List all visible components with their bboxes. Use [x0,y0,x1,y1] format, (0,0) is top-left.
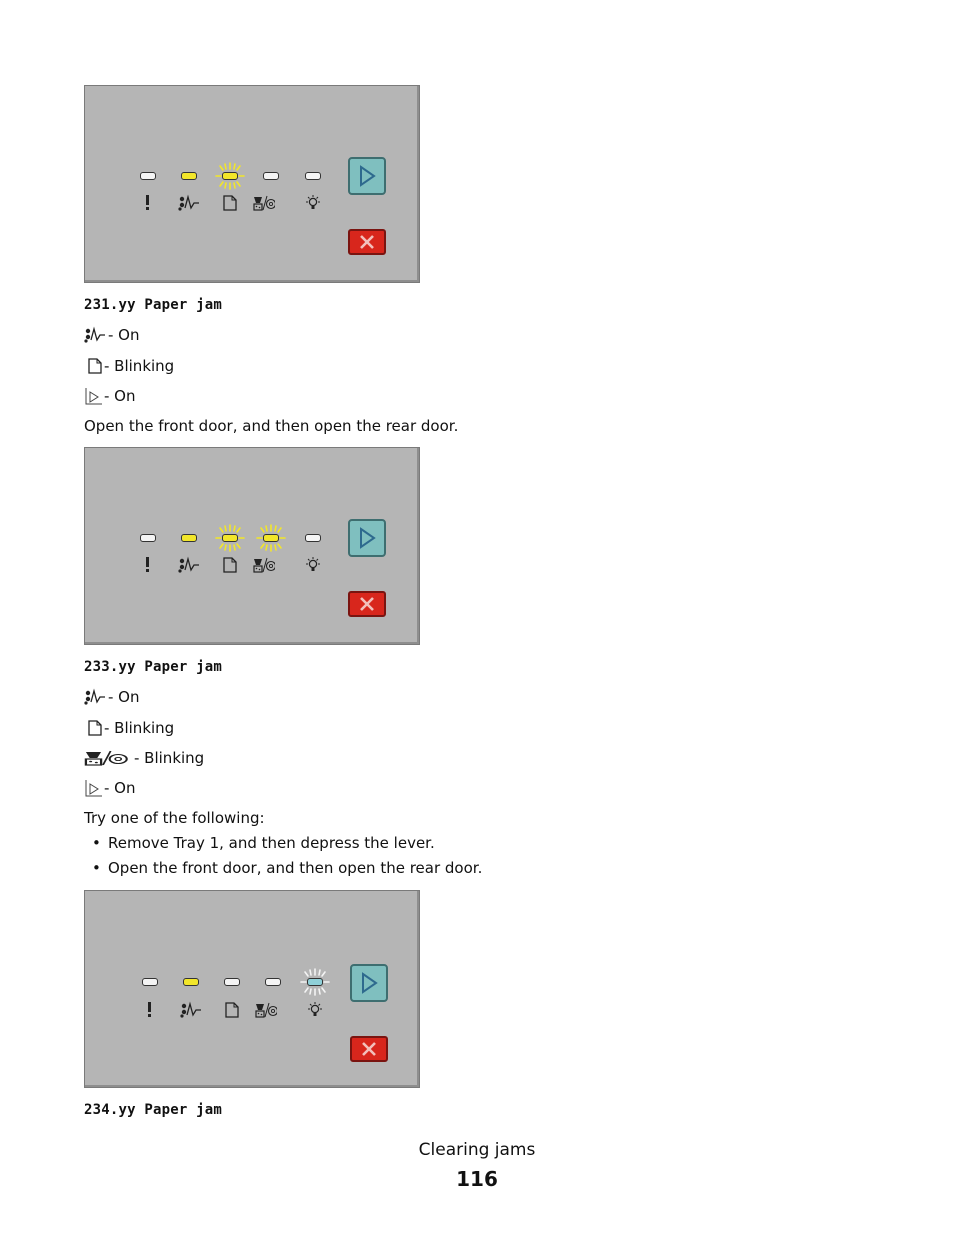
status-line [84,326,140,344]
list-item-text: Remove Tray 1, and then depress the lever. [108,834,435,852]
play-icon [350,521,384,555]
paper-jam-icon [180,1001,202,1019]
instruction-text: Try one of the following: [84,809,265,827]
ready-icon [302,194,324,212]
error-light [140,534,156,542]
error-code-caption: 231.yy Paper jam [84,297,223,313]
list-item [92,859,482,877]
load-paper-icon [219,194,241,212]
paper-jam-icon [178,556,200,574]
toner-light [263,172,279,180]
load-paper-icon [221,1001,243,1019]
ready-icon [304,1001,326,1019]
play-icon [352,966,386,1000]
error-light [140,172,156,180]
list-item [92,834,435,852]
bullet-icon: • [92,834,101,852]
load-paper-icon [219,556,241,574]
control-panel-233 [84,447,420,645]
paper-jam-light [181,172,197,180]
toner-light [263,534,279,542]
status-text: - Blinking [104,357,175,375]
toner-photoconductor-icon [255,1001,277,1019]
paper-jam-light [181,534,197,542]
load-paper-light [222,172,238,180]
ready-icon [302,556,324,574]
status-text: - Blinking [134,749,205,767]
ready-light [307,978,323,986]
ready-light [305,172,321,180]
control-panel-234 [84,890,420,1088]
page-number: 116 [456,1167,498,1191]
toner-light [265,978,281,986]
load-paper-icon [84,719,102,737]
status-text: - Blinking [104,719,175,737]
error-code-caption: 233.yy Paper jam [84,659,223,675]
ready-light [305,534,321,542]
status-line [84,719,174,737]
paper-jam-light [183,978,199,986]
paper-jam-icon [84,688,106,706]
error-icon [139,1001,161,1019]
status-line [84,387,136,405]
toner-photoconductor-icon [84,749,132,767]
continue-button[interactable] [348,157,386,195]
footer-section-title: Clearing jams [418,1140,536,1160]
instruction-text: Open the front door, and then open the rear door. [84,417,459,435]
status-text: - On [108,688,140,706]
continue-button[interactable] [348,519,386,557]
load-paper-light [224,978,240,986]
toner-photoconductor-icon [253,556,275,574]
status-line [84,749,204,767]
continue-icon [84,387,102,405]
list-item-text: Open the front door, and then open the rear door. [108,859,483,877]
bullet-icon: • [92,859,101,877]
status-line [84,688,140,706]
status-line [84,779,136,797]
paper-jam-icon [84,326,106,344]
stop-button[interactable] [350,1036,388,1062]
continue-button[interactable] [350,964,388,1002]
error-code-caption: 234.yy Paper jam [84,1102,223,1118]
status-line [84,357,174,375]
play-icon [350,159,384,193]
stop-button[interactable] [348,591,386,617]
error-light [142,978,158,986]
load-paper-light [222,534,238,542]
error-icon [137,194,159,212]
load-paper-icon [84,357,102,375]
status-text: - On [104,779,136,797]
close-icon [352,1038,386,1060]
error-icon [137,556,159,574]
control-panel-231 [84,85,420,283]
continue-icon [84,779,102,797]
status-text: - On [104,387,136,405]
toner-photoconductor-icon [253,194,275,212]
close-icon [350,231,384,253]
stop-button[interactable] [348,229,386,255]
status-text: - On [108,326,140,344]
paper-jam-icon [178,194,200,212]
close-icon [350,593,384,615]
